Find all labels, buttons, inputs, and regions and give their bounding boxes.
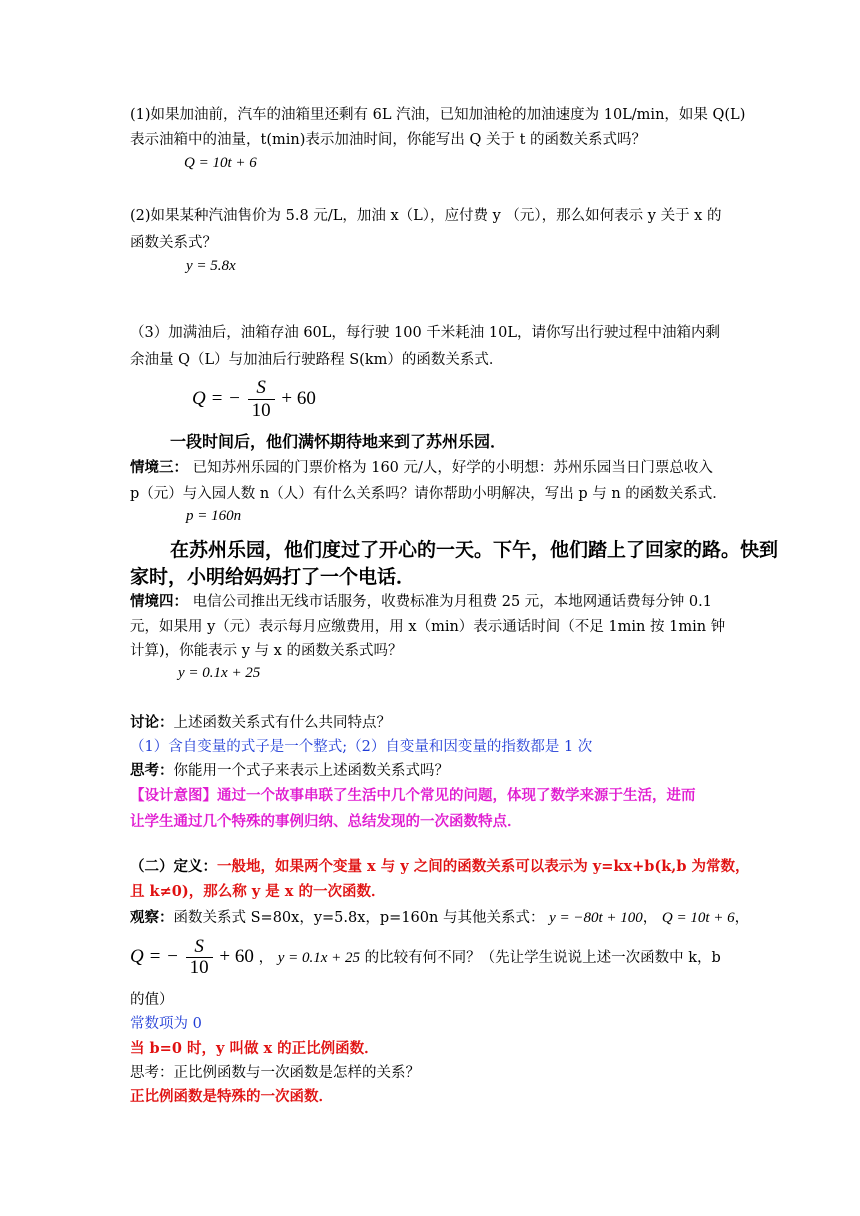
proportional-definition: 当 b=0 时，y 叫做 x 的正比例函数．	[130, 1040, 379, 1057]
think2-line: 思考：正比例函数与一次函数是怎样的关系？	[130, 1065, 420, 1081]
formula-q-s-lhs: Q = −	[192, 387, 241, 409]
formula-q-s-rhs: + 60	[281, 387, 316, 409]
formula-p-n: p = 160n	[186, 508, 242, 524]
scene3-line1	[130, 458, 713, 478]
formula-q-s-fraction	[248, 377, 275, 422]
scene4-line1	[130, 592, 712, 612]
formula-q-s	[192, 377, 316, 422]
story2-line1: 在苏州乐园，他们度过了开心的一天。下午，他们踏上了回家的路。快到	[170, 539, 779, 561]
observe-sep3: ，	[258, 949, 274, 966]
discuss-label: 讨论：	[130, 714, 174, 731]
fraction-numerator: S	[186, 937, 213, 958]
observe-line3: 的值）	[130, 992, 174, 1008]
fraction-numerator: S	[248, 377, 275, 400]
p1-line1: (1)如果加油前，汽车的油箱里还剩有 6L 汽油，已知加油枪的加油速度为 10L/min，如果 Q(L)	[130, 107, 746, 123]
observe-text2: 的比较有何不同？（先让学生说说上述一次函数中 k，b	[364, 949, 721, 966]
story-line-1: 一段时间后，他们满怀期待地来到了苏州乐园．	[170, 432, 507, 451]
scene3-text: 已知苏州乐园的门票价格为 160 元/人，好学的小明想：苏州乐园当日门票总收入	[188, 460, 713, 476]
discuss-line	[130, 713, 391, 733]
formula-y-x: y = 5.8x	[186, 258, 236, 274]
observe-line1	[130, 908, 749, 928]
formula-y-0.1x-2: y = 0.1x + 25	[277, 949, 361, 966]
scene4-line3: 计算)，你能表示 y 与 x 的函数关系式吗？	[130, 643, 403, 659]
formula-q-s-2-rhs: + 60	[219, 945, 254, 967]
formula-q-s-2-fraction	[186, 937, 213, 978]
observe-line2	[130, 937, 721, 978]
observe-sep: ，	[642, 910, 658, 926]
observe-label: 观察：	[130, 909, 174, 926]
scene3-line2: p（元）与入园人数 n（人）有什么关系吗？请你帮助小明解决，写出 p 与 n 的函数关系式．	[130, 486, 727, 502]
p2-line2: 函数关系式？	[130, 235, 217, 251]
think-line	[130, 761, 449, 781]
definition-line1	[130, 857, 750, 877]
p1-line2: 表示油箱中的油量，t(min)表示加油时间，你能写出 Q 关于 t 的函数关系式吗？	[130, 132, 647, 148]
observe-sep2: ，	[734, 910, 750, 926]
scene4-label: 情境四：	[130, 593, 188, 610]
discuss-text: 上述函数关系式有什么共同特点？	[173, 715, 391, 731]
definition-line2: 且 k≠0)，那么称 y 是 x 的一次函数．	[130, 883, 386, 900]
design-intent-line1: 【设计意图】通过一个故事串联了生活中几个常见的问题，体现了数学来源于生活，进而	[130, 787, 696, 804]
think-text: 你能用一个式子来表示上述函数关系式吗？	[173, 763, 449, 779]
story2-line2: 家时，小明给妈妈打了一个电话．	[130, 566, 416, 588]
fraction-denominator: 10	[251, 400, 271, 421]
p2-line1: (2)如果某种汽油售价为 5.8 元/L，加油 x（L），应付费 y （元），那么如何表示 y 关于 x 的	[130, 208, 722, 224]
observe-text: 函数关系式 S=80x，y=5.8x，p=160n 与其他关系式：	[173, 910, 545, 926]
formula-q-t: Q = 10t + 6	[184, 155, 257, 171]
formula-y-80t: y = −80t + 100	[549, 910, 643, 926]
scene3-label: 情境三：	[130, 459, 188, 476]
scene4-text: 电信公司推出无线市话服务，收费标准为月租费 25 元，本地网通话费每分钟 0.1	[188, 594, 712, 610]
design-intent-line2: 让学生通过几个特殊的事例归纳、总结发现的一次函数特点．	[130, 813, 522, 830]
formula-q-10t: Q = 10t + 6	[661, 910, 735, 926]
scene4-line2: 元，如果用 y（元）表示每月应缴费用，用 x（min）表示通话时间（不足 1min 按 1min 钟	[130, 619, 726, 635]
constant-term: 常数项为 0	[130, 1016, 202, 1032]
fraction-denominator: 10	[189, 957, 209, 978]
discuss-answer: （1）含自变量的式子是一个整式;（2）自变量和因变量的指数都是 1 次	[130, 739, 593, 755]
conclusion-line: 正比例函数是特殊的一次函数．	[130, 1088, 333, 1105]
definition-text: 一般地，如果两个变量 x 与 y 之间的函数关系可以表示为 y=kx+b(k,b 为常数，	[217, 858, 750, 875]
formula-q-s-2-lhs: Q = −	[130, 945, 179, 967]
p3-line1: （3）加满油后，油箱存油 60L，每行驶 100 千米耗油 10L，请你写出行驶过程中油箱内剩	[130, 325, 720, 341]
formula-y-0.1x: y = 0.1x + 25	[178, 665, 261, 681]
p3-line2: 余油量 Q（L）与加油后行驶路程 S(km）的函数关系式．	[130, 352, 504, 368]
think-label: 思考：	[130, 762, 174, 779]
definition-label: （二）定义：	[130, 858, 217, 875]
formula-q-s-2	[130, 936, 259, 978]
